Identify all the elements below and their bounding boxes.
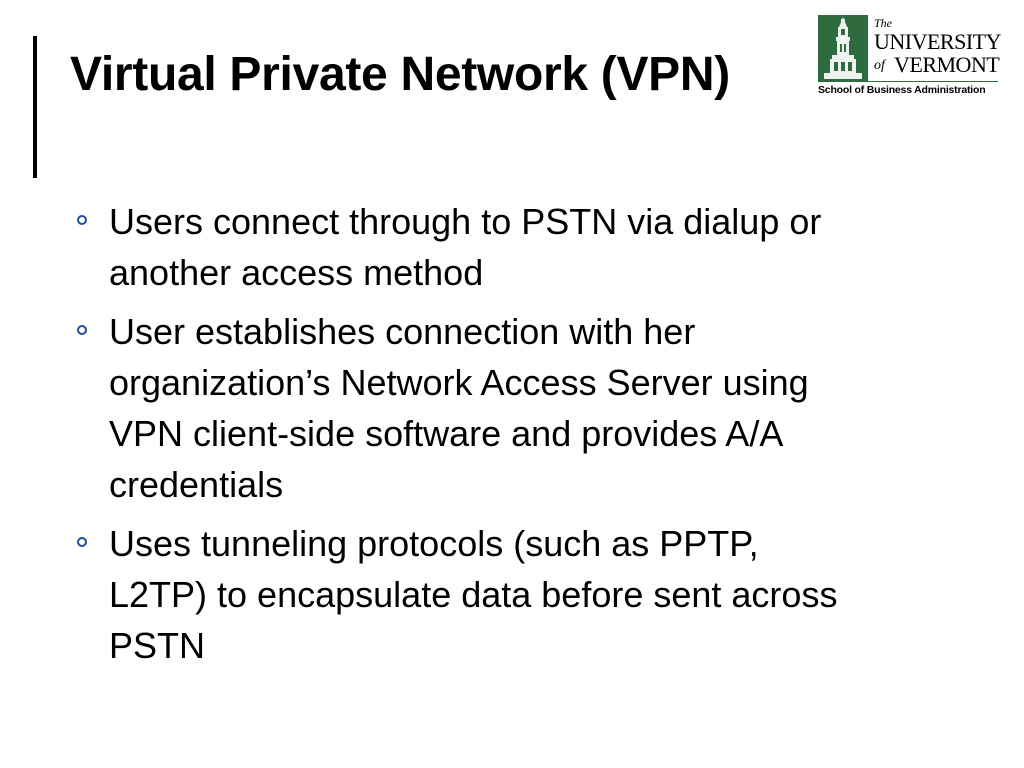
university-logo bbox=[818, 15, 1001, 97]
bullet-text: Users connect through to PSTN via dialup or another access method bbox=[109, 201, 822, 293]
logo-vermont-text: VERMONT bbox=[894, 52, 1000, 77]
bullet-text: User establishes connection with her organization’s Network Access Server using VPN client-side software and provides A/A credentials bbox=[109, 311, 809, 505]
hollow-circle-bullet-icon bbox=[77, 215, 87, 225]
bullet-item bbox=[70, 518, 839, 671]
hollow-circle-bullet-icon bbox=[77, 537, 87, 547]
bullet-item bbox=[70, 306, 839, 510]
title-accent-bar bbox=[33, 36, 37, 178]
logo-divider bbox=[818, 81, 998, 82]
bullet-text: Uses tunneling protocols (such as PPTP, L2TP) to encapsulate data before sent across PSTN bbox=[109, 523, 838, 666]
hollow-circle-bullet-icon bbox=[77, 325, 87, 335]
slide-title: Virtual Private Network (VPN) bbox=[70, 48, 730, 101]
logo-school-text: School of Business Administration bbox=[818, 84, 986, 96]
tower-icon bbox=[818, 15, 868, 81]
logo-of-text: of bbox=[874, 58, 885, 73]
bullet-item bbox=[70, 196, 839, 298]
bullet-list bbox=[70, 196, 870, 679]
logo-university-text: UNIVERSITY bbox=[874, 29, 1001, 54]
logo-the-text: The bbox=[874, 16, 892, 30]
